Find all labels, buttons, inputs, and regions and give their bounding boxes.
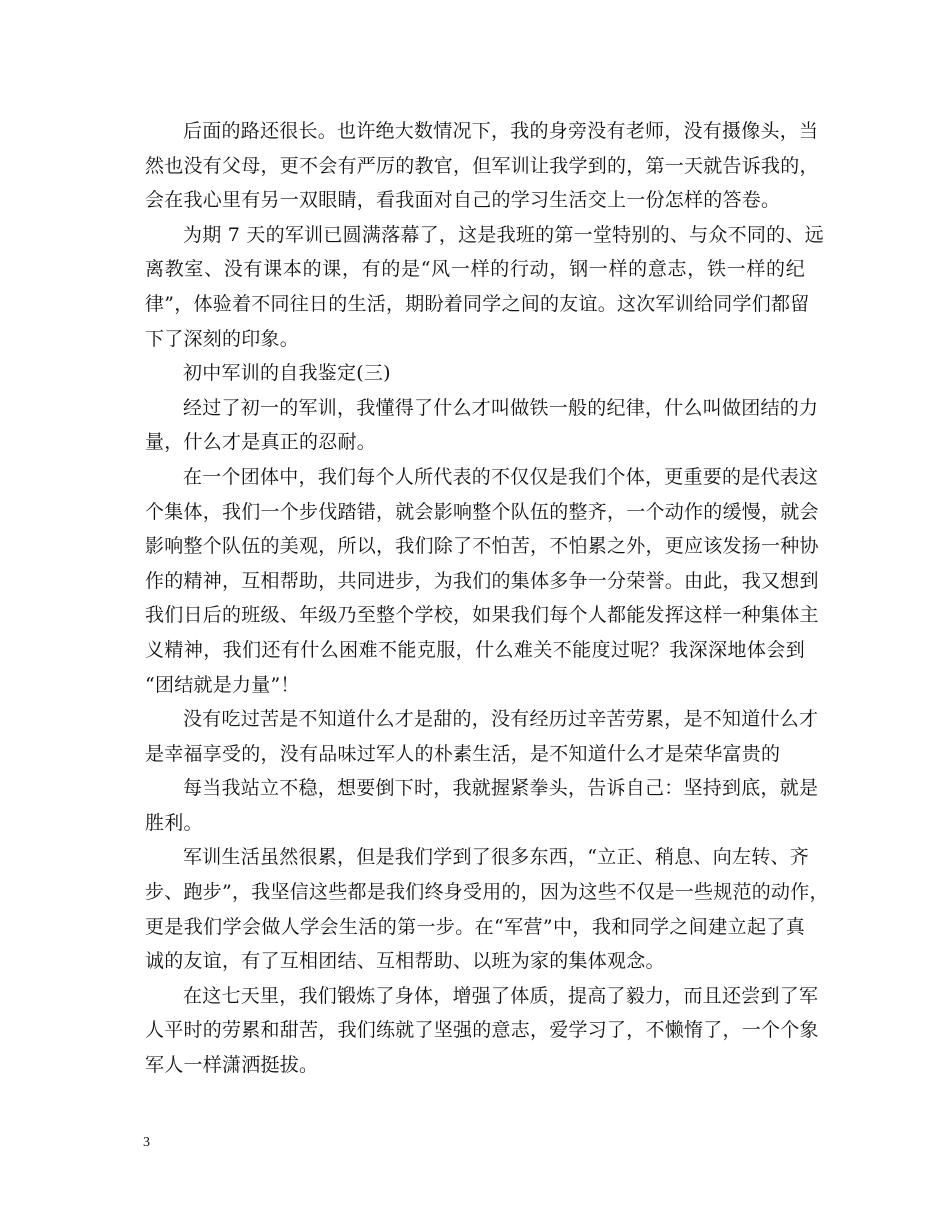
text-line: “团结就是力量”！ bbox=[145, 673, 300, 696]
text-line: 是幸福享受的，没有品味过军人的朴素生活，是不知道什么才是荣华富贵的 bbox=[145, 742, 781, 765]
text-line: 在这七天里，我们锻炼了身体，增强了体质，提高了毅力，而且还尝到了军 bbox=[183, 984, 819, 1007]
text-line: 下了深刻的印象。 bbox=[145, 327, 300, 350]
text-line: 个集体，我们一个步伐踏错，就会影响整个队伍的整齐，一个动作的缓慢，就会 bbox=[145, 500, 819, 523]
text-line: 没有吃过苦是不知道什么才是甜的，没有经历过辛苦劳累，是不知道什么才 bbox=[183, 708, 819, 731]
text-line: 在一个团体中，我们每个人所代表的不仅仅是我们个体，更重要的是代表这 bbox=[183, 465, 819, 488]
page-number: 3 bbox=[143, 1135, 150, 1150]
text-line: 然也没有父母，更不会有严厉的教官，但军训让我学到的，第一天就告诉我的， bbox=[145, 154, 819, 177]
text-line: 步、跑步”，我坚信这些都是我们终身受用的，因为这些不仅是一些规范的动作， bbox=[145, 881, 829, 904]
body-text bbox=[145, 114, 829, 1083]
text-line: 每当我站立不稳，想要倒下时，我就握紧拳头，告诉自己：坚持到底，就是 bbox=[183, 777, 819, 800]
text-line: 军人一样潇洒挺拔。 bbox=[145, 1054, 319, 1077]
text-line: 作的精神，互相帮助，共同进步，为我们的集体多争一分荣誉。由此，我又想到 bbox=[145, 569, 819, 592]
text-line: 经过了初一的军训，我懂得了什么才叫做铁一般的纪律，什么叫做团结的力 bbox=[183, 396, 819, 419]
text-line: 诚的友谊，有了互相团结、互相帮助、以班为家的集体观念。 bbox=[145, 950, 665, 973]
text-line: 量，什么才是真正的忍耐。 bbox=[145, 431, 377, 454]
text-line: 我们日后的班级、年级乃至整个学校，如果我们每个人都能发挥这样一种集体主 bbox=[145, 604, 819, 627]
text-line: 会在我心里有另一双眼睛，看我面对自己的学习生活交上一份怎样的答卷。 bbox=[145, 189, 781, 212]
text-line: 更是我们学会做人学会生活的第一步。在“军营”中，我和同学之间建立起了真 bbox=[145, 915, 805, 938]
text-line: 后面的路还很长。也许绝大数情况下，我的身旁没有老师，没有摄像头，当 bbox=[183, 120, 819, 142]
text-line: 离教室、没有课本的课，有的是“风一样的行动，钢一样的意志，铁一样的纪 bbox=[145, 258, 805, 281]
text-line: 人平时的劳累和甜苦，我们练就了坚强的意志，爱学习了，不懒惰了，一个个象 bbox=[145, 1019, 819, 1042]
text-line: 影响整个队伍的美观，所以，我们除了不怕苦，不怕累之外，更应该发扬一种协 bbox=[145, 535, 819, 558]
text-line: 初中军训的自我鉴定(三) bbox=[183, 362, 391, 385]
text-line: 胜利。 bbox=[145, 811, 203, 834]
text-line: 律”，体验着不同往日的生活，期盼着同学之间的友谊。这次军训给同学们都留 bbox=[145, 292, 810, 315]
text-line: 为期 7 天的军训已圆满落幕了，这是我班的第一堂特别的、与众不同的、远 bbox=[183, 223, 824, 246]
text-line: 军训生活虽然很累，但是我们学到了很多东西，“立正、稍息、向左转、齐 bbox=[183, 846, 809, 869]
text-line: 义精神，我们还有什么困难不能克服，什么难关不能度过呢？我深深地体会到 bbox=[145, 638, 805, 661]
